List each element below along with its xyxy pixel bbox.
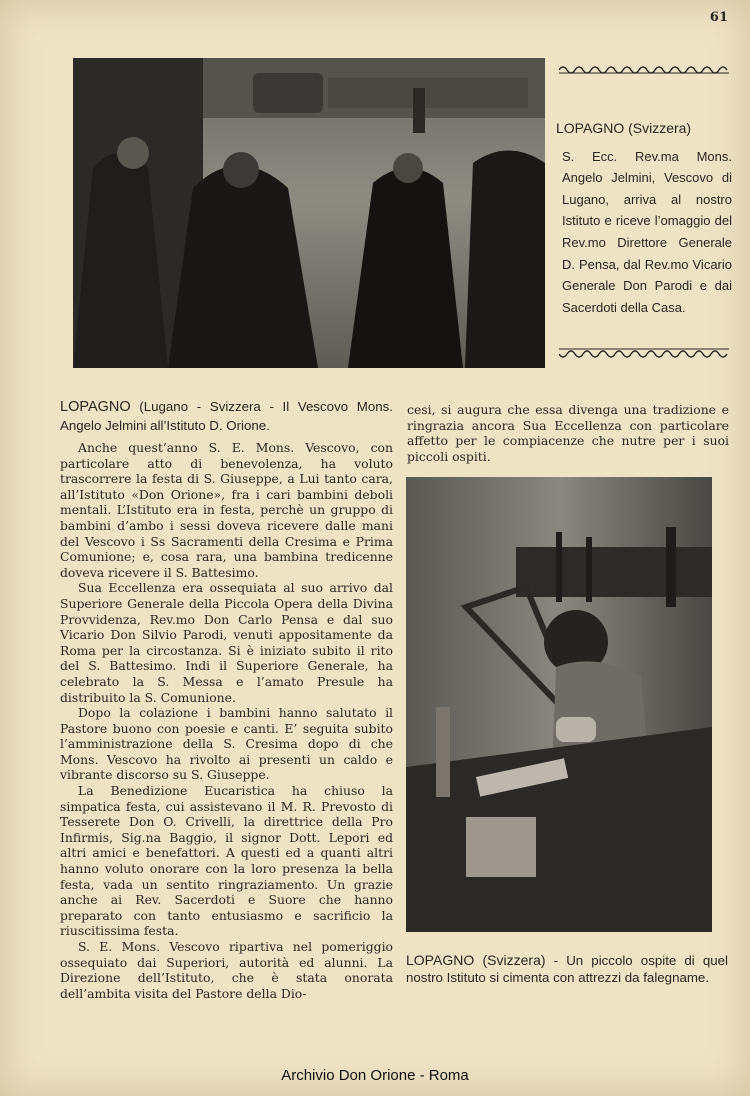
photo-bishop-arrival bbox=[73, 58, 545, 368]
article-paragraph: S. E. Mons. Vescovo ripartiva nel pomeriggio ossequiato dai Superiori, autorità ed alunni. La Direzione dell’Istituto, che è stata onorata dell’ambita visita del Pastore della Dio- bbox=[60, 939, 393, 1001]
bottom-caption-text: - Un piccolo ospite di quel nostro Istituto si cimenta con attrezzi da falegname. bbox=[406, 953, 729, 985]
article-paragraph: Anche quest’anno S. E. Mons. Vescovo, con particolare atto di benevolenza, ha voluto trascorrere la festa di S. Giuseppe, a Lui tanto cara, all’Istituto «Don Orione», fra i cari bambini deboli mentali. L’Istituto era in festa, perchè un gruppo di bambini d’ambo i sessi doveva ricevere dalle mani del Vescovo i Ss Sacramenti della Cresima e Prima Comunione; e, cosa rara, una bambina tredicenne doveva ricevere il S. Battesimo. bbox=[60, 440, 393, 580]
archive-footer: Archivio Don Orione - Roma bbox=[281, 1067, 469, 1084]
bottom-caption-place: LOPAGNO (Svizzera) bbox=[406, 952, 546, 968]
headline-place: LOPAGNO bbox=[60, 399, 131, 415]
decorative-wavy-rule-top bbox=[559, 62, 729, 74]
top-caption-place: LOPAGNO (Svizzera) bbox=[556, 120, 692, 136]
article-paragraph: Dopo la colazione i bambini hanno salutato il Pastore buono con poesie e canti. E’ seguita subito l’amministrazione della S. Cresima dopo di che Mons. Vescovo ha rivolto ai presenti un caldo e vibrante discorso su S. Giuseppe. bbox=[60, 705, 393, 783]
top-photo-caption bbox=[556, 118, 732, 318]
article-paragraph: Sua Eccellenza era ossequiata al suo arrivo dal Superiore Generale della Piccola Opera della Divina Provvidenza, Rev.mo Don Carlo Pensa e dal suo Vicario Don Silvio Parodi, venuti appositamente da Roma per la circostanza. Si è iniziato subito il rito del S. Battesimo. Indi il Superiore Generale, ha celebrato la S. Messa e l’amato Presule ha distribuito la S. Comunione. bbox=[60, 580, 393, 705]
photo-boy-carpentry bbox=[406, 477, 712, 932]
headline-rest: (Lugano - Svizzera - Il Vescovo Mons. Angelo Jelmini all’Istituto D. Orione. bbox=[60, 399, 393, 433]
article-left-column bbox=[60, 398, 393, 1001]
bottom-photo-caption bbox=[406, 952, 728, 986]
top-caption-text: S. Ecc. Rev.ma Mons. Angelo Jelmini, Vescovo di Lugano, arriva al nostro Istituto e riceve l’omaggio del Rev.mo Direttore Generale D. Pensa, dal Rev.mo Vicario Generale Don Parodi e dai Sacerdoti della Casa. bbox=[562, 148, 732, 315]
article-headline bbox=[60, 398, 393, 434]
article-paragraph: La Benedizione Eucaristica ha chiuso la simpatica festa, cui assistevano il M. R. Prevosto di Tesserete Don O. Crivelli, la direttrice della Pro Infirmis, Sig.na Baggio, il signor Dott. Lepori ed altri amici e benefattori. A questi ed a quanti altri hanno voluto onorare con la loro presenza la bella festa, vada un sentito ringraziamento. Un grazie anche ai Rev. Sacerdoti e Suore che hanno preparato con tanto entusiasmo e sacrificio la riuscitissima festa. bbox=[60, 783, 393, 939]
page-number: 61 bbox=[709, 10, 728, 25]
decorative-wavy-rule-bottom bbox=[559, 348, 729, 360]
article-continuation: cesi, si augura che essa divenga una tradizione e ringrazia ancora Sua Eccellenza con particolare affetto per le compiacenze che nutre per i suoi piccoli ospiti. bbox=[407, 402, 729, 464]
